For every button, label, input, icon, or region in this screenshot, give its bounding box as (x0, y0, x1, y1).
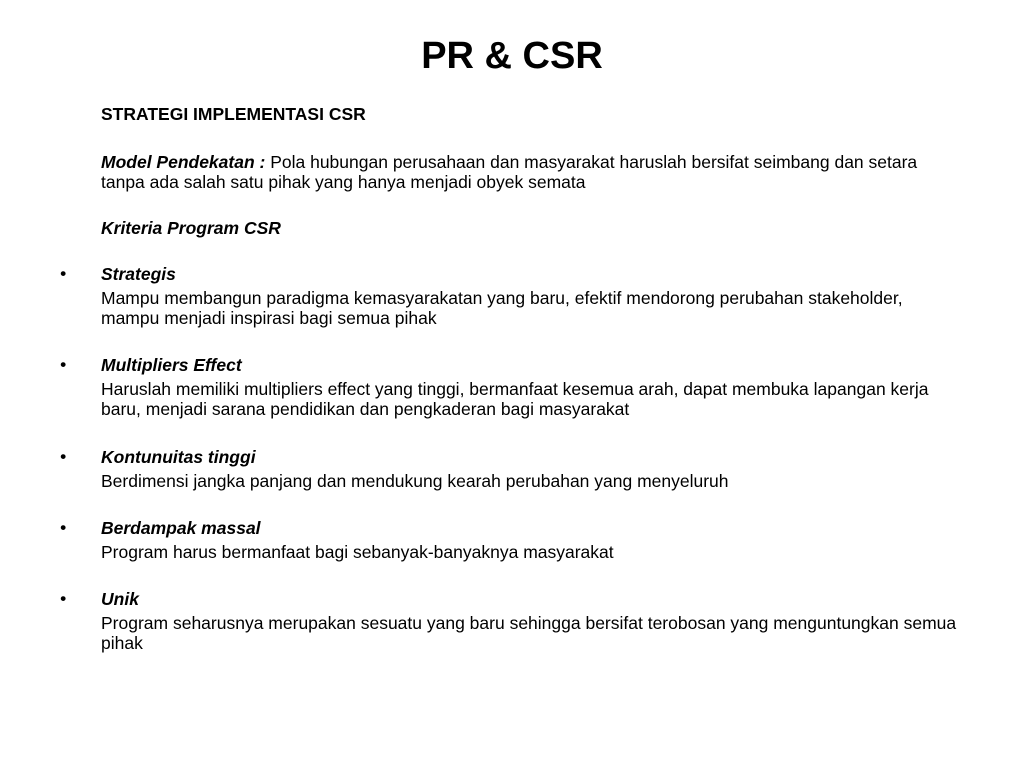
criterion-title-text: Unik (101, 589, 139, 609)
criterion-title-text: Berdampak massal (101, 518, 261, 538)
criterion-title (60, 447, 960, 467)
bullet-icon: • (60, 589, 66, 608)
criterion-item (60, 264, 960, 328)
criterion-title-text: Multipliers Effect (101, 355, 242, 375)
model-pendekatan-text: Pola hubungan perusahaan dan masyarakat haruslah bersifat seimbang dan setara tanpa ada salah satu pihak yang hanya menjadi obyek semata (101, 152, 918, 192)
criteria-heading: Kriteria Program CSR (101, 218, 281, 238)
model-pendekatan-paragraph (60, 152, 960, 192)
criterion-item (60, 355, 960, 419)
section-heading: STRATEGI IMPLEMENTASI CSR (101, 104, 366, 124)
criterion-item (60, 518, 960, 562)
bullet-icon: • (60, 264, 66, 283)
criterion-description: Mampu membangun paradigma kemasyarakatan yang baru, efektif mendorong perubahan stakeholder, mampu menjadi inspirasi bagi semua pihak (101, 288, 903, 328)
model-pendekatan-label: Model Pendekatan : (101, 152, 266, 172)
criterion-title-text: Strategis (101, 264, 176, 284)
criterion-description: Program seharusnya merupakan sesuatu yang baru sehingga bersifat terobosan yang menguntungkan semua pihak (101, 613, 957, 653)
criterion-description: Berdimensi jangka panjang dan mendukung kearah perubahan yang menyeluruh (101, 471, 729, 491)
criterion-title (60, 589, 960, 609)
criterion-description: Haruslah memiliki multipliers effect yang tinggi, bermanfaat kesemua arah, dapat membuka lapangan kerja baru, menjadi sarana pendidikan dan pengkaderan bagi masyarakat (101, 379, 929, 419)
bullet-icon: • (60, 355, 66, 374)
criterion-item (60, 447, 960, 491)
criterion-description: Program harus bermanfaat bagi sebanyak-banyaknya masyarakat (101, 542, 614, 562)
criterion-title (60, 264, 960, 284)
criterion-title-text: Kontunuitas tinggi (101, 447, 256, 467)
slide-title: PR & CSR (421, 35, 603, 77)
bullet-icon: • (60, 447, 66, 466)
bullet-icon: • (60, 518, 66, 537)
slide-content (60, 104, 960, 653)
criterion-title (60, 518, 960, 538)
criterion-title (60, 355, 960, 375)
criterion-item (60, 589, 960, 653)
